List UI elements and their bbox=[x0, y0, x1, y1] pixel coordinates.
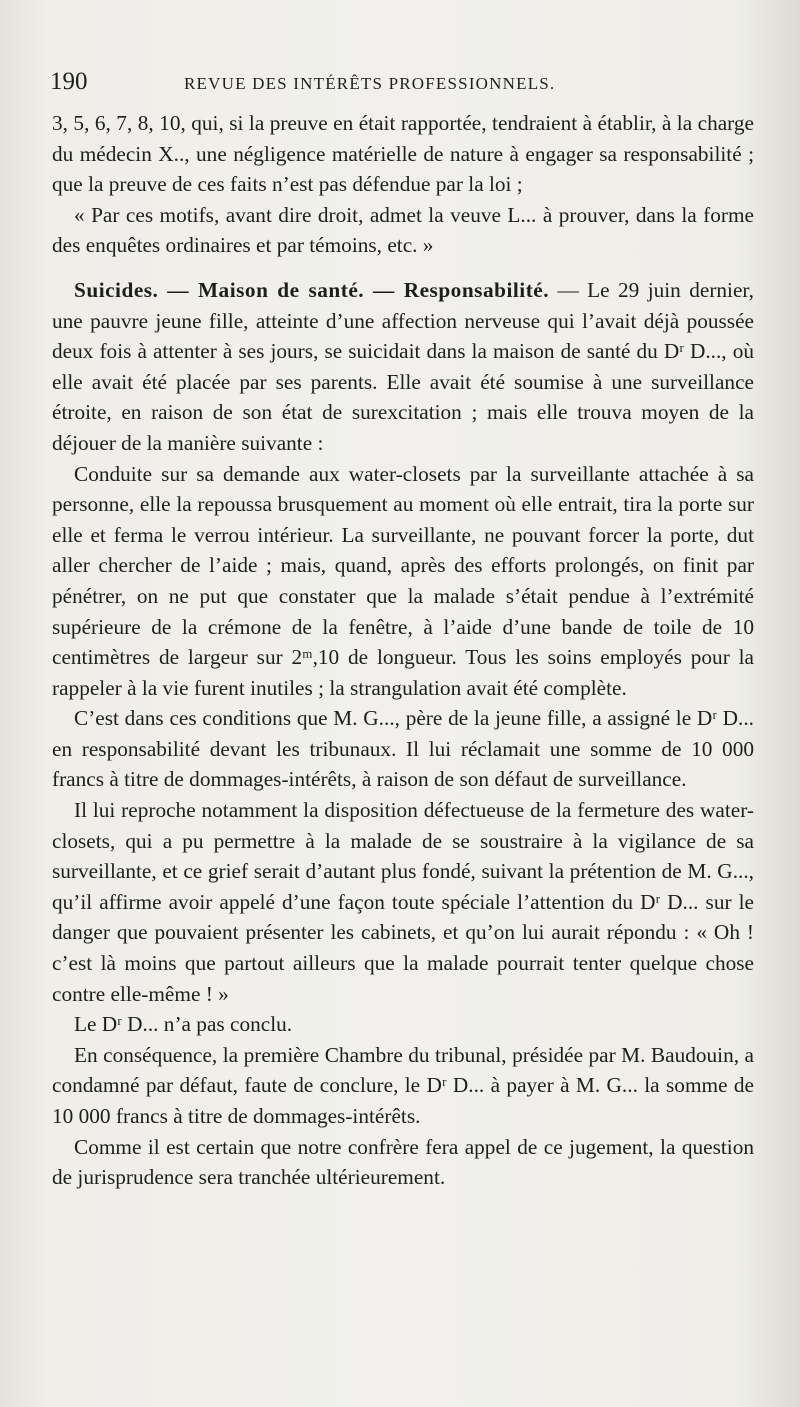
paragraph-8: En conséquence, la première Chambre du tribunal, présidée par M. Baudouin, a condamné par défaut, faute de conclure, le Dʳ D... à payer à M. G... la somme de 10 000 francs à titre de dommages-intérêts. bbox=[52, 1042, 754, 1128]
paragraph-7: Le Dʳ D... n’a pas conclu. bbox=[74, 1012, 293, 1037]
section-paragraph bbox=[52, 275, 754, 459]
page-header bbox=[50, 68, 750, 104]
paragraph-5: C’est dans ces conditions que M. G..., père de la jeune fille, a assigné le Dʳ D... en responsabilité devant les tribunaux. Il lui réclamait une somme de 10 000 francs à titre de dommages-intérêts, à raison de son défaut de surveillance. bbox=[52, 706, 754, 792]
paragraph-2: « Par ces motifs, avant dire droit, admet la veuve L... à prouver, dans la forme des enquêtes ordinaires et par témoins, etc. » bbox=[52, 202, 754, 258]
section-heading: Suicides. — Maison de santé. — Responsabilité. bbox=[74, 277, 550, 302]
running-head: REVUE DES INTÉRÊTS PROFESSIONNELS. bbox=[184, 74, 556, 93]
paragraph-4: Conduite sur sa demande aux water-closets par la surveillante attachée à sa personne, elle la repoussa brusquement au moment où elle entrait, tira la porte sur elle et ferma le verrou intérieur. La surveillante, ne pouvant forcer la porte, dut aller chercher de l’aide ; mais, quand, après des efforts prolongés, on finit par pénétrer, on ne put que constater que la malade s’était pendue à l’extrémité supérieure de la crémone de la fenêtre, à l’aide d’une bande de toile de 10 centimètres de largeur sur 2ᵐ,10 de longueur. Tous les soins employés pour la rappeler à la vie furent inutiles ; la strangulation avait été complète. bbox=[52, 461, 754, 700]
paragraph-9: Comme il est certain que notre confrère fera appel de ce jugement, la question de jurisprudence sera tranchée ultérieurement. bbox=[52, 1134, 754, 1190]
page-number: 190 bbox=[50, 68, 88, 95]
paragraph-3: Le 29 juin dernier, une pauvre jeune fille, atteinte d’une affection nerveuse qui l’avait déjà poussée deux fois à attenter à ses jours, se suicidait dans la maison de santé du Dʳ D..., où elle avait été placée par ses parents. Elle avait été soumise à une surveillance étroite, en raison de son état de surexcitation ; mais elle trouva moyen de la déjouer de la manière suivante : bbox=[52, 277, 754, 455]
page-body bbox=[52, 108, 754, 1193]
paragraph-1: 3, 5, 6, 7, 8, 10, qui, si la preuve en était rapportée, tendraient à établir, à la charge du médecin X.., une négligence matérielle de nature à engager sa responsabilité ; que la preuve de ces faits n’est pas défendue par la loi ; bbox=[52, 111, 754, 197]
paragraph-6: Il lui reproche notamment la disposition défectueuse de la fermeture des water-closets, qui a pu permettre à la malade de se soustraire à la vigilance de sa surveillante, et ce grief serait d’autant plus fondé, suivant la prétention de M. G..., qu’il affirme avoir appelé d’une façon toute spéciale l’attention du Dʳ D... sur le danger que pouvaient présenter les cabinets, et qu’on lui aurait répondu : « Oh ! c’est là moins que partout ailleurs que la malade pourrait tenter quelque chose contre elle-même ! » bbox=[52, 798, 754, 1006]
section-dash: — bbox=[549, 277, 588, 302]
